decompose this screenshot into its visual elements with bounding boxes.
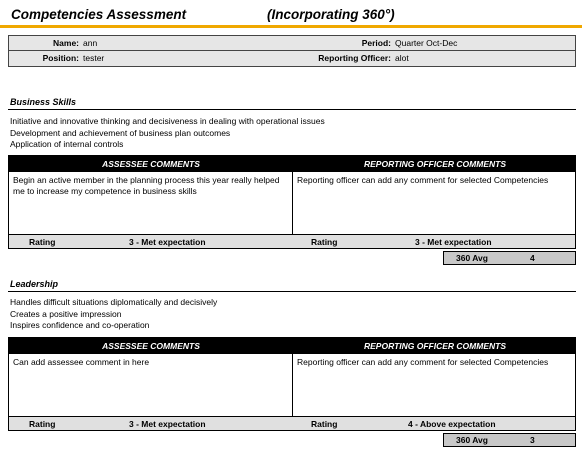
criteria-item: Inspires confidence and co-operation — [10, 320, 150, 330]
name-value: ann — [83, 38, 98, 48]
avg-360-value: 3 — [530, 435, 535, 445]
title-divider — [0, 25, 582, 28]
assessee-comment-field[interactable]: Begin an active member in the planning process this year really helped me to increase my competence in business skills — [13, 175, 280, 196]
period-label: Period: — [361, 38, 391, 48]
assessee-rating-value[interactable]: 3 - Met expectation — [129, 419, 206, 429]
rating-row — [9, 234, 575, 248]
page-title: Competencies Assessment — [11, 7, 187, 22]
comments-header — [9, 338, 575, 354]
avg-360-box — [443, 251, 576, 265]
reporting-officer-label: Reporting Officer: — [318, 53, 391, 63]
page-header — [0, 0, 582, 30]
name-label: Name: — [53, 38, 79, 48]
officer-comments-header: REPORTING OFFICER COMMENTS — [364, 341, 506, 351]
officer-rating-label: Rating — [311, 419, 338, 429]
employee-info-panel — [8, 35, 576, 67]
officer-rating-value[interactable]: 3 - Met expectation — [415, 237, 492, 247]
avg-360-box — [443, 433, 576, 447]
criteria-item: Development and achievement of business plan outcomes — [10, 127, 231, 138]
info-row-name-period — [9, 36, 575, 51]
section-divider — [8, 291, 576, 292]
assessee-comments-header: ASSESSEE COMMENTS — [102, 159, 200, 169]
section-title: Business Skills — [10, 97, 77, 107]
avg-360-label: 360 Avg — [456, 253, 488, 263]
criteria-item: Application of internal controls — [10, 139, 124, 149]
section-divider — [8, 109, 576, 110]
avg-360-value: 4 — [530, 253, 535, 263]
assessee-comments-header: ASSESSEE COMMENTS — [102, 341, 200, 351]
page-subtitle: (Incorporating 360°) — [267, 7, 395, 22]
criteria-item: Handles difficult situations diplomatically and decisively — [10, 297, 218, 307]
avg-360-label: 360 Avg — [456, 435, 488, 445]
section-title: Leadership — [10, 279, 59, 289]
officer-comment-field[interactable]: Reporting officer can add any comment for selected Competencies — [297, 175, 549, 185]
comments-table — [8, 155, 576, 249]
comments-header — [9, 156, 575, 172]
officer-comment-field[interactable]: Reporting officer can add any comment for selected Competencies — [297, 357, 549, 367]
assessee-rating-label: Rating — [29, 237, 56, 247]
criteria-item: Creates a positive impression — [10, 308, 122, 319]
criteria-list — [10, 116, 325, 151]
reporting-officer-value: alot — [395, 53, 409, 63]
assessee-comment-field[interactable]: Can add assessee comment in here — [13, 357, 150, 367]
assessee-rating-value[interactable]: 3 - Met expectation — [129, 237, 206, 247]
position-value: tester — [83, 53, 105, 63]
officer-rating-value[interactable]: 4 - Above expectation — [408, 419, 496, 429]
rating-row — [9, 416, 575, 430]
position-label: Position: — [42, 53, 79, 63]
officer-comments-header: REPORTING OFFICER COMMENTS — [364, 159, 506, 169]
period-value: Quarter Oct-Dec — [395, 38, 458, 48]
info-row-position-officer — [9, 51, 575, 66]
criteria-item: Initiative and innovative thinking and decisiveness in dealing with operational issues — [10, 116, 325, 126]
officer-rating-label: Rating — [311, 237, 338, 247]
criteria-list — [10, 297, 217, 332]
assessee-rating-label: Rating — [29, 419, 56, 429]
comments-table — [8, 337, 576, 431]
